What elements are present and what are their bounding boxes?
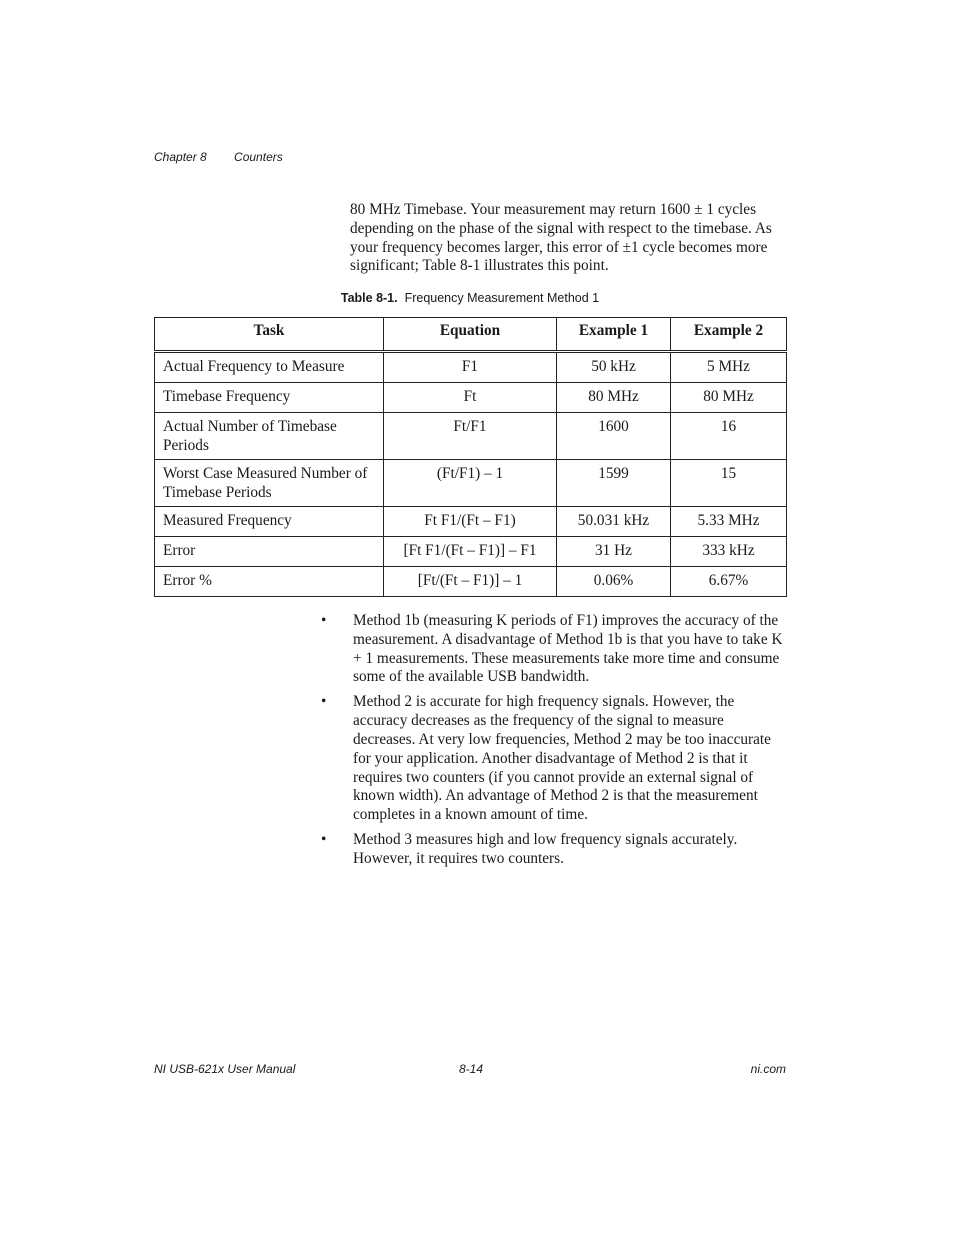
bullet-text: Method 2 is accurate for high frequency signals. However, the accuracy decreases as the frequency of the signal to measure decreases. At very low frequencies, Method 2 may be too inaccurate for your application. Another disadvantage of Method 2 is that it requires two counters (if you cannot provide an external signal of known width). An advantage of Method 2 is that the measurement completes in a known amount of time.: [353, 693, 771, 824]
intro-paragraph: 80 MHz Timebase. Your measurement may return 1600 ± 1 cycles depending on the phase of the signal with respect to the timebase. As your frequency becomes larger, this error of ±1 cycle becomes more significant; Table 8-1 illustrates this point.: [350, 201, 772, 275]
equation-cell: Ft/F1: [384, 413, 557, 460]
bullet-list: [318, 612, 788, 875]
table-row: [155, 383, 787, 413]
task-cell: Worst Case Measured Number of Timebase Periods: [155, 460, 384, 507]
task-cell: Measured Frequency: [155, 507, 384, 537]
table-caption: [154, 291, 786, 305]
chapter-label: Chapter 8: [154, 150, 207, 164]
task-cell: Error %: [155, 567, 384, 597]
table-caption-title: Frequency Measurement Method 1: [404, 291, 600, 305]
footer-website: ni.com: [750, 1062, 786, 1076]
equation-cell: (Ft/F1) – 1: [384, 460, 557, 507]
equation-cell: Ft: [384, 383, 557, 413]
equation-cell: [Ft F1/(Ft – F1)] – F1: [384, 537, 557, 567]
table-header-row: [155, 318, 787, 352]
example-1-cell: 80 MHz: [557, 383, 671, 413]
example-1-cell: 31 Hz: [557, 537, 671, 567]
example-2-cell: 333 kHz: [671, 537, 787, 567]
table-row: [155, 413, 787, 460]
bullet-icon: •: [321, 693, 327, 711]
bullet-text: Method 1b (measuring K periods of F1) improves the accuracy of the measurement. A disadvantage of Method 1b is that you have to take K + 1 measurements. These measurements take more time and consume some of the available USB bandwidth.: [353, 612, 783, 686]
equation-cell: Ft F1/(Ft – F1): [384, 507, 557, 537]
task-cell: Error: [155, 537, 384, 567]
equation-cell: F1: [384, 352, 557, 383]
table-row: [155, 352, 787, 383]
table-caption-label: Table 8-1.: [340, 291, 398, 305]
example-2-cell: 5 MHz: [671, 352, 787, 383]
table-row: [155, 567, 787, 597]
example-1-cell: 0.06%: [557, 567, 671, 597]
task-cell: Actual Frequency to Measure: [155, 352, 384, 383]
frequency-measurement-table: [154, 317, 787, 597]
header-equation: Equation: [384, 318, 557, 352]
footer-page-number: 8-14: [459, 1062, 484, 1076]
header-example-2: Example 2: [671, 318, 787, 352]
list-item: [318, 693, 788, 825]
bullet-icon: •: [321, 831, 327, 849]
list-item: [318, 831, 788, 869]
example-2-cell: 16: [671, 413, 787, 460]
example-1-cell: 50 kHz: [557, 352, 671, 383]
task-cell: Actual Number of Timebase Periods: [155, 413, 384, 460]
section-label: Counters: [234, 150, 283, 164]
example-1-cell: 1599: [557, 460, 671, 507]
table-row: [155, 537, 787, 567]
example-1-cell: 50.031 kHz: [557, 507, 671, 537]
running-header: [154, 150, 283, 164]
example-2-cell: 6.67%: [671, 567, 787, 597]
footer-manual-title: NI USB-621x User Manual: [154, 1062, 296, 1076]
header-task: Task: [155, 318, 384, 352]
list-item: [318, 612, 788, 687]
example-2-cell: 15: [671, 460, 787, 507]
example-1-cell: 1600: [557, 413, 671, 460]
equation-cell: [Ft/(Ft – F1)] – 1: [384, 567, 557, 597]
table-row: [155, 507, 787, 537]
example-2-cell: 5.33 MHz: [671, 507, 787, 537]
table-row: [155, 460, 787, 507]
bullet-text: Method 3 measures high and low frequency signals accurately. However, it requires two counters.: [353, 831, 738, 868]
header-example-1: Example 1: [557, 318, 671, 352]
bullet-icon: •: [321, 612, 327, 629]
task-cell: Timebase Frequency: [155, 383, 384, 413]
example-2-cell: 80 MHz: [671, 383, 787, 413]
